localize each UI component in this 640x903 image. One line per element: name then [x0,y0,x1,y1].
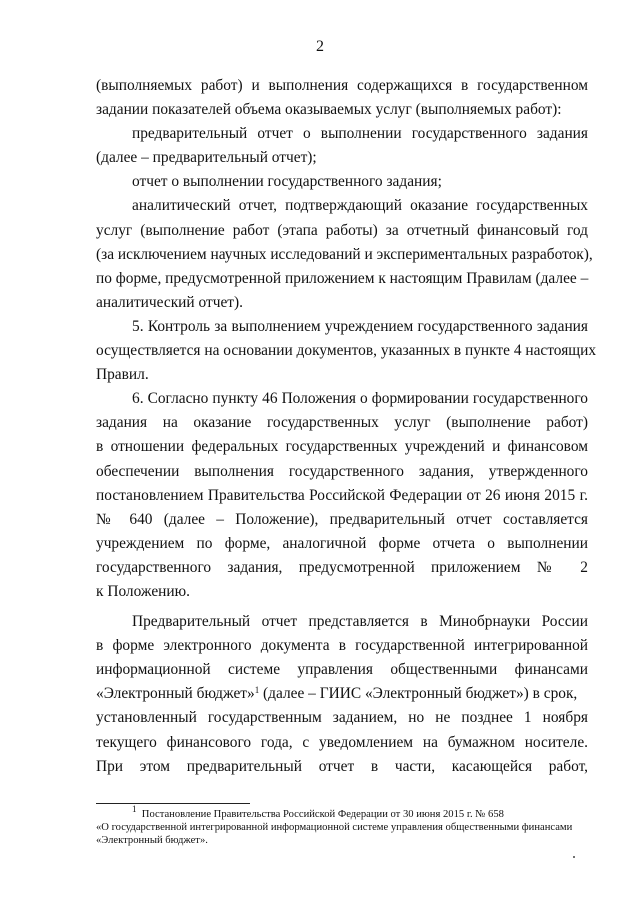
footnote-line [96,804,588,821]
text-line: отчет о выполнении государственного задания; [132,173,442,191]
text-line: по форме, предусмотренной приложением к настоящим Правилам (далее – [96,269,589,287]
text-line: предварительный отчет о выполнении государственного задания [132,125,588,143]
text-line: учреждением по форме, аналогичной форме отчета о выполнении [96,534,588,552]
text-line: осуществляется на основании документов, указанных в пункте 4 настоящих [96,342,597,360]
text-line: обеспечении выполнения государственного задания, утвержденного [96,462,588,480]
text-line: Предварительный отчет представляется в Минобрнауки России [132,613,588,631]
footnote-line: «О государственной интегрированной информационной системе управления общественными финансами [96,822,573,834]
text-line: задания на оказание государственных услуг (выполнение работ) [96,414,588,432]
text-segment: «Электронный бюджет» [96,685,255,703]
text-line: 5. Контроль за выполнением учреждением государственного задания [132,317,588,335]
text-line: аналитический отчет, подтверждающий оказание государственных [132,197,588,215]
footnote-line: «Электронный бюджет». [96,835,208,847]
text-segment: (далее – ГИИС «Электронный бюджет») в срок, [259,685,578,703]
text-line: № 640 (далее – Положение), предварительный отчет составляется [96,510,588,528]
text-line: (за исключением научных исследований и экспериментальных разработок), [96,245,593,263]
text-line [96,682,588,706]
text-line: (выполняемых работ) и выполнения содержащихся в государственном [96,77,588,94]
text-line: При этом предварительный отчет в части, касающейся работ, [96,757,588,775]
footnote-reference: 1 [254,685,260,696]
scan-speck [573,856,575,858]
text-line: государственного задания, предусмотренной приложением № 2 [96,558,588,576]
text-line: текущего финансового года, с уведомлением на бумажном носителе. [96,733,588,751]
text-line: в форме электронного документа в государственной интегрированной [96,637,588,655]
footnote-separator [96,803,250,804]
footnote-text: Постановление Правительства Российской Федерации от 30 июня 2015 г. № 658 [141,809,504,820]
footnote [96,804,588,848]
text-line: информационной системе управления общественными финансами [96,661,588,679]
document-body [96,74,597,779]
text-line: аналитический отчет). [96,293,243,311]
text-line: 6. Согласно пункту 46 Положения о формировании государственного [132,390,588,408]
text-line: в отношении федеральных государственных учреждений и финансовом [96,438,588,456]
text-line: Правил. [96,366,149,384]
footnote-marker: 1 [132,804,137,814]
text-line: установленный государственным заданием, но не позднее 1 ноября [96,709,588,727]
page-number: 2 [316,38,324,55]
text-line: постановлением Правительства Российской Федерации от 26 июня 2015 г. [96,486,588,504]
text-line: (далее – предварительный отчет); [96,149,317,167]
text-line: услуг (выполнение работ (этапа работы) за отчетный финансовый год [96,221,588,239]
text-line: задании показателей объема оказываемых услуг (выполняемых работ): [96,101,562,119]
text-line: к Положению. [96,582,191,600]
